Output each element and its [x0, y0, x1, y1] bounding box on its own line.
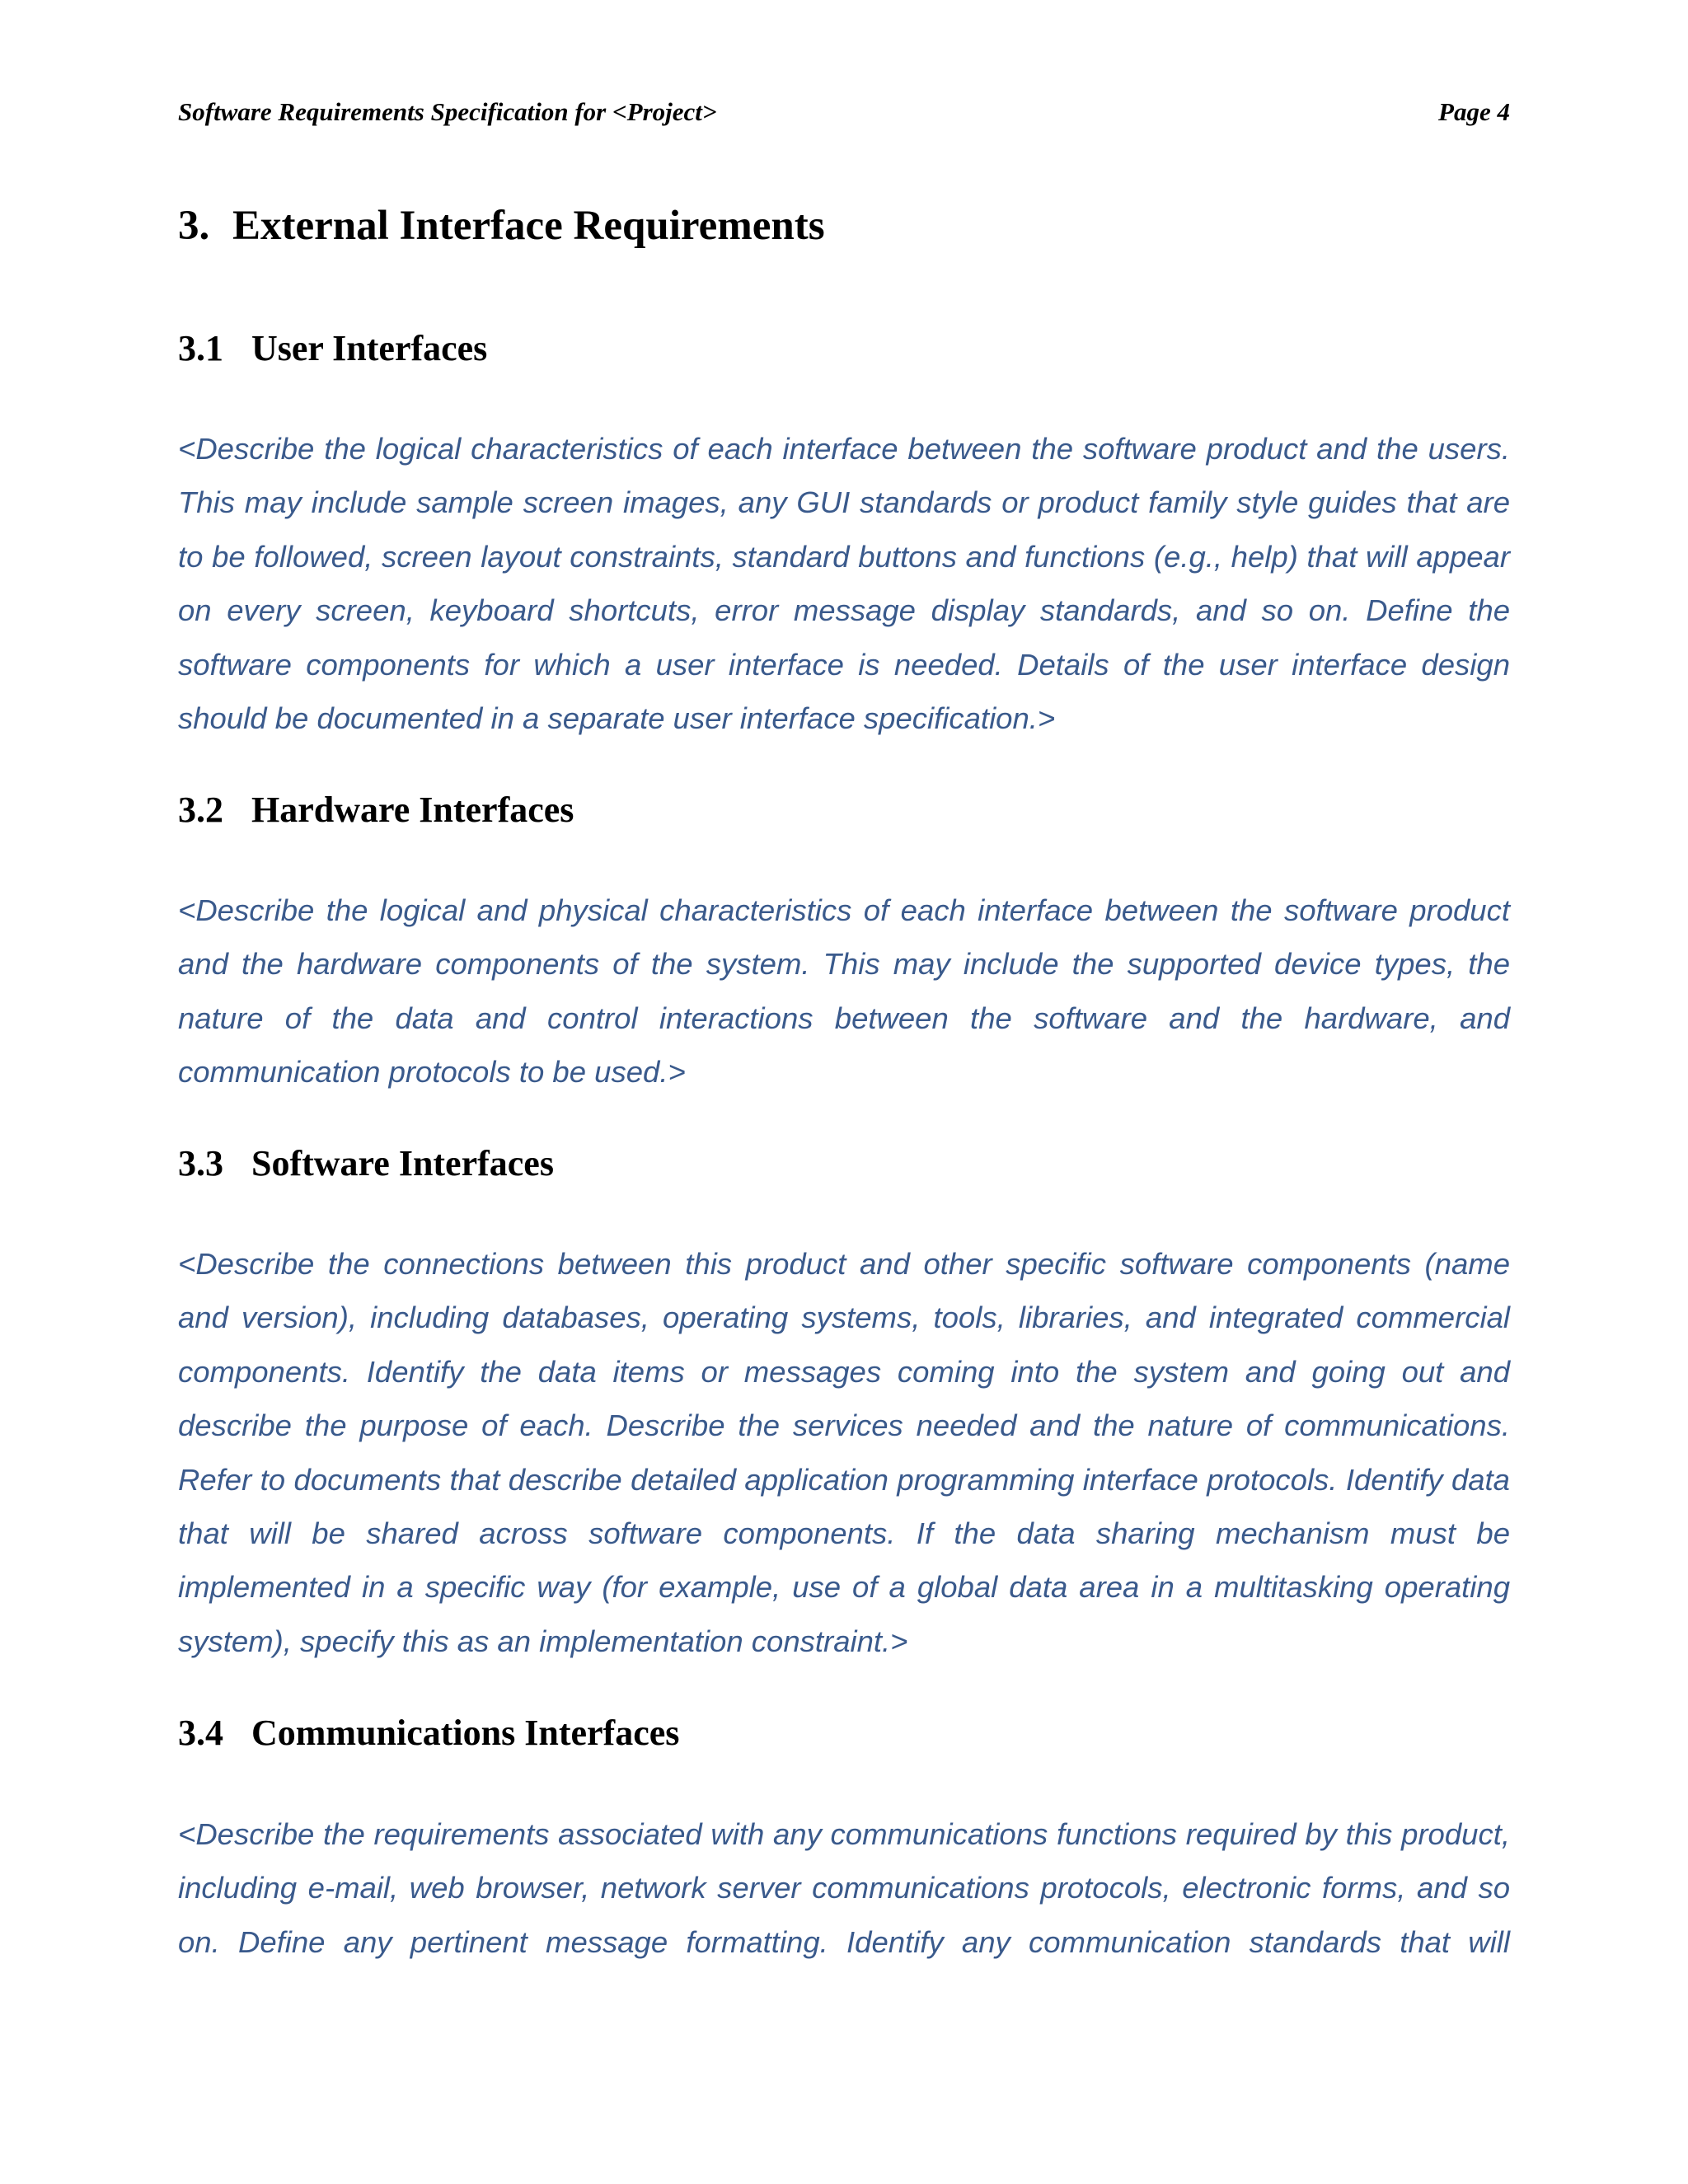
subsection-title: Hardware Interfaces: [251, 790, 574, 830]
subsection-heading-user-interfaces: [178, 326, 487, 371]
subsection-title: User Interfaces: [251, 328, 488, 368]
section-title: External Interface Requirements: [232, 203, 825, 249]
subsection-heading-communications-interfaces: [178, 1711, 679, 1755]
subsection-number: 3.1: [178, 328, 223, 368]
section-number: 3.: [178, 203, 210, 249]
subsection-number: 3.4: [178, 1713, 223, 1753]
paragraph-communications-interfaces: <Describe the requirements associated with any communications functions required by this product, including e-mail, web browser, network server communications protocols, electronic forms, and so on. Define any pertinent message formatting. Identify any communication standards that will: [178, 1817, 1510, 1959]
paragraph-user-interfaces: <Describe the logical characteristics of each interface between the software product and the users. This may include sample screen images, any GUI standards or product family style guides that are to be followed, screen layout constraints, standard buttons and functions (e.g., help) that will appear on every screen, keyboard shortcuts, error message display standards, and so on. Define the software components for which a user interface is needed. Details of the user interface design should be documented in a separate user interface specification.>: [178, 432, 1510, 736]
subsection-title: Software Interfaces: [251, 1143, 554, 1183]
paragraph-hardware-interfaces: <Describe the logical and physical characteristics of each interface between the software product and the hardware components of the system. This may include the supported device types, the nature of the data and control interactions between the software and the hardware, and communication protocols to be used.>: [178, 893, 1510, 1090]
running-header: [178, 97, 1510, 138]
header-page-number: Page 4: [1438, 97, 1510, 126]
subsection-heading-hardware-interfaces: [178, 788, 574, 832]
subsection-title: Communications Interfaces: [251, 1713, 680, 1753]
subsection-heading-software-interfaces: [178, 1141, 554, 1186]
paragraph-software-interfaces: <Describe the connections between this product and other specific software components (name and version), including databases, operating systems, tools, libraries, and integrated commercial components. Identify the data items or messages coming into the system and going out and describe the purpose of each. Describe the services needed and the nature of communications. Refer to documents that describe detailed application programming interface protocols. Identify data that will be shared across software components. If the data sharing mechanism must be implemented in a specific way (for example, use of a global data area in a multitasking operating system), specify this as an implementation constraint.>: [178, 1247, 1510, 1658]
header-title: Software Requirements Specification for <Project>: [178, 97, 717, 126]
section-heading: [178, 201, 825, 251]
subsection-number: 3.2: [178, 790, 223, 830]
subsection-number: 3.3: [178, 1143, 223, 1183]
